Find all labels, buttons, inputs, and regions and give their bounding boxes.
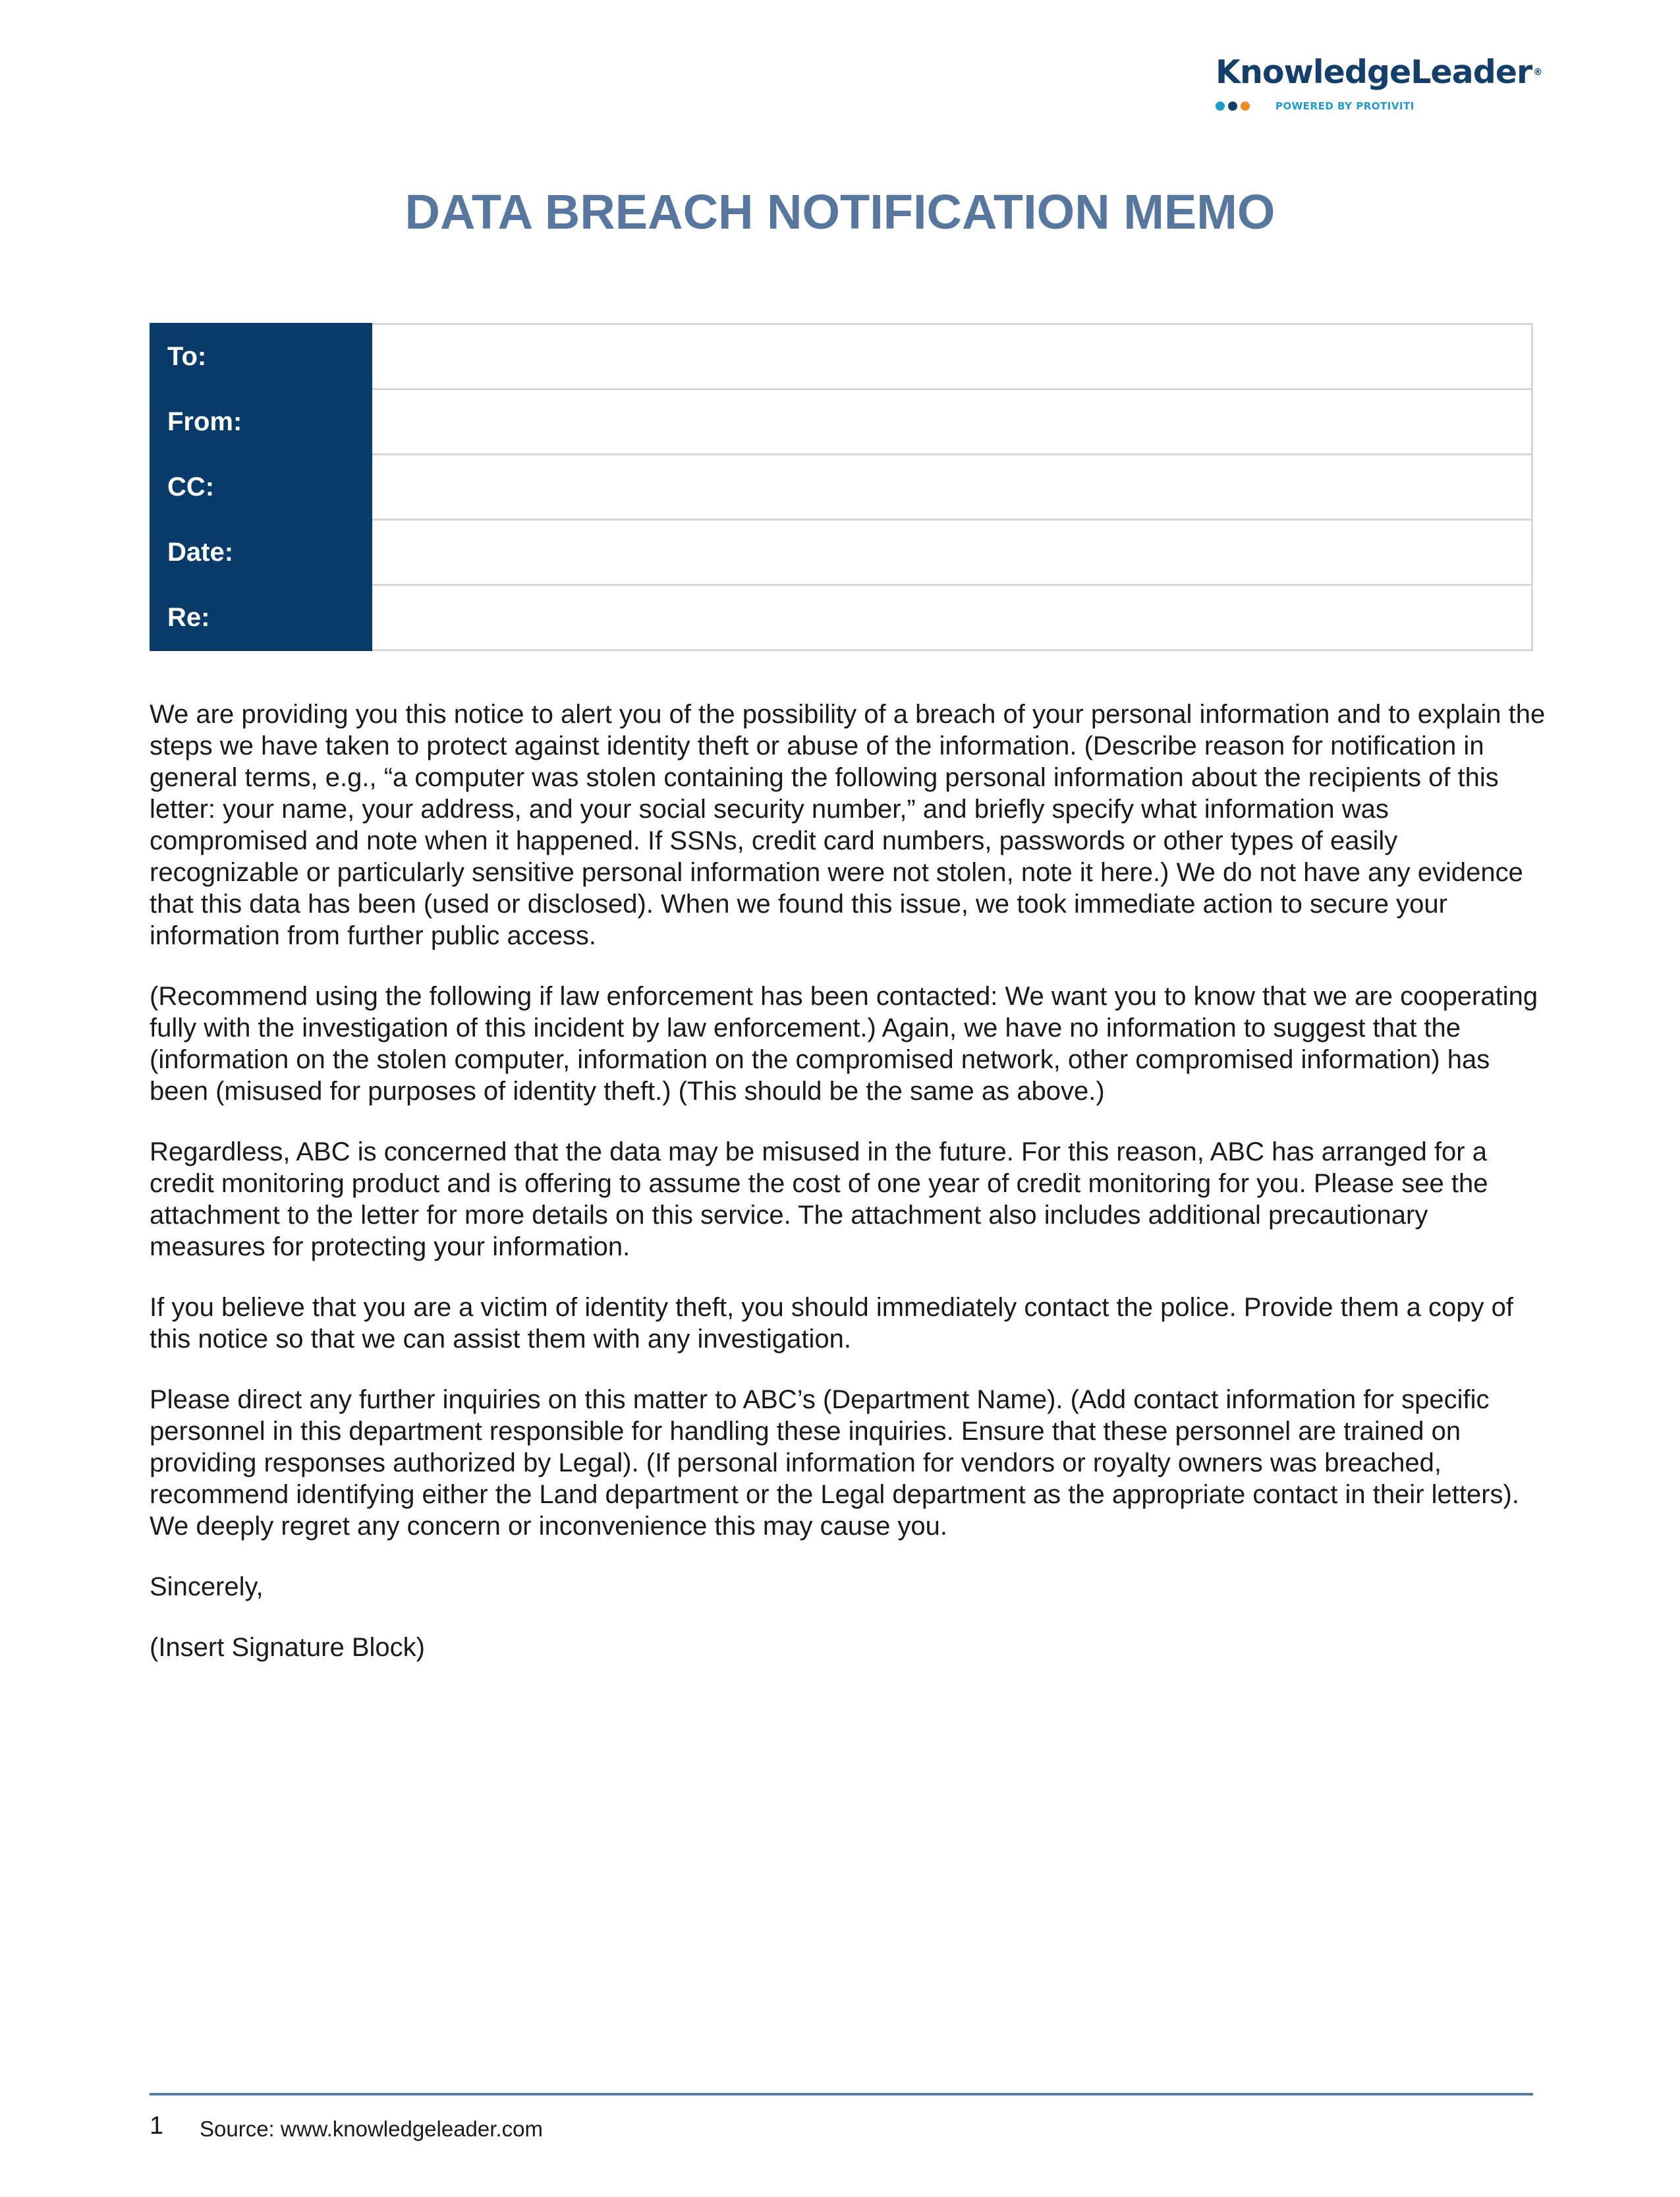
logo-trademark: ® xyxy=(1533,67,1542,78)
footer-source: Source: www.knowledgeleader.com xyxy=(200,2117,543,2141)
logo-dot-icon xyxy=(1228,101,1237,111)
memo-label-date: Date: xyxy=(151,520,372,585)
memo-label-cc: CC: xyxy=(151,455,372,520)
logo-dot-icon xyxy=(1216,101,1225,111)
logo-wordmark xyxy=(1216,53,1545,92)
footer-divider xyxy=(150,2093,1533,2096)
memo-header-table xyxy=(150,323,1533,651)
memo-label-re: Re: xyxy=(151,585,372,650)
body-paragraph-inquiries: Please direct any further inquiries on this matter to ABC’s (Department Name). (Add contact information for specific personnel in this department responsible for handling these inquiries. Ensure that these personnel are trained on providing responses authorized by Legal). (If personal information for vendors or royalty owners was breached, recommend identifying either the Land department or the Legal department as the appropriate contact in their letters). We deeply regret any concern or inconvenience this may cause you. xyxy=(150,1385,1519,1541)
logo-subline xyxy=(1216,100,1545,112)
body-paragraph-law-enforcement: (Recommend using the following if law enforcement has been contacted: We want you to know that we are cooperating fully with the investigation of this incident by law enforcement.) Again, we have no information to suggest that the (information on the stolen computer, information on the compromised network, other compromised information) has been (misused for purposes of identity theft.) (This should be the same as above.) xyxy=(150,982,1538,1106)
page-number: 1 xyxy=(150,2112,164,2140)
logo-dot-icon xyxy=(1241,101,1250,111)
logo-wordmark-text: KnowledgeLeader xyxy=(1216,53,1532,91)
memo-label-from: From: xyxy=(151,389,372,455)
knowledgeleader-logo xyxy=(1216,53,1545,112)
memo-field-date[interactable] xyxy=(372,520,1532,585)
page-title: DATA BREACH NOTIFICATION MEMO xyxy=(405,185,1275,239)
signature-block-placeholder: (Insert Signature Block) xyxy=(150,1633,425,1662)
body-paragraph-identity-theft: If you believe that you are a victim of identity theft, you should immediately contact the police. Provide them a copy of this notice so that we can assist them with any investigation. xyxy=(150,1293,1513,1354)
memo-field-from[interactable] xyxy=(372,389,1532,455)
closing-salutation: Sincerely, xyxy=(150,1572,264,1601)
memo-row-cc xyxy=(151,455,1532,520)
body-paragraph-notice: We are providing you this notice to alert you of the possibility of a breach of your personal information and to explain the steps we have taken to protect against identity theft or abuse of the information. (Describe reason for notification in general terms, e.g., “a computer was stolen containing the following personal information about the recipients of this letter: your name, your address, and your social security number,” and briefly specify what information was compromised and note when it happened. If SSNs, credit card numbers, passwords or other types of easily recognizable or particularly sensitive personal information were not stolen, note it here.) We do not have any evidence that this data has been (used or disclosed). When we found this issue, we took immediate action to secure your information from further public access. xyxy=(150,700,1546,950)
memo-label-to: To: xyxy=(151,324,372,389)
logo-tagline: POWERED BY PROTIVITI xyxy=(1275,100,1414,112)
body-paragraph-credit-monitoring: Regardless, ABC is concerned that the data may be misused in the future. For this reason, ABC has arranged for a credit monitoring product and is offering to assume the cost of one year of credit monitoring for you. Please see the attachment to the letter for more details on this service. The attachment also includes additional precautionary measures for protecting your information. xyxy=(150,1137,1488,1261)
memo-row-date xyxy=(151,520,1532,585)
memo-row-to xyxy=(151,324,1532,389)
memo-body xyxy=(150,699,1546,1692)
memo-field-to[interactable] xyxy=(372,324,1532,389)
memo-row-re xyxy=(151,585,1532,650)
memo-field-cc[interactable] xyxy=(372,455,1532,520)
memo-row-from xyxy=(151,389,1532,455)
memo-field-re[interactable] xyxy=(372,585,1532,650)
